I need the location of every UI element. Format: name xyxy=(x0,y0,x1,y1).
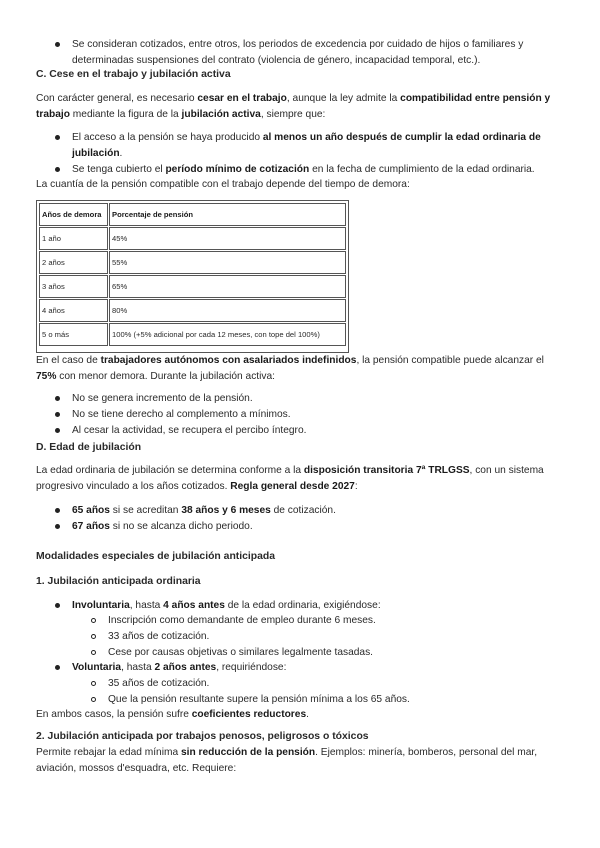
autonomos-bullet: No se tiene derecho al complemento a mínimos. xyxy=(72,407,562,423)
voluntaria-bullet: Voluntaria, hasta 2 años antes, requiriéndose: xyxy=(72,660,562,676)
ambos-casos-paragraph: En ambos casos, la pensión sufre coeficientes reductores. xyxy=(36,709,309,720)
table-row xyxy=(39,299,346,322)
section-c-heading: C. Cese en el trabajo y jubilación activa xyxy=(36,69,231,80)
table-row xyxy=(39,227,346,250)
table-cell: 5 o más xyxy=(39,323,108,346)
section-d-bullet-1: 65 años si se acreditan 38 años y 6 meses de cotización. xyxy=(72,503,562,519)
modalidad-2-heading: 2. Jubilación anticipada por trabajos penosos, peligrosos o tóxicos xyxy=(36,731,369,742)
table-header-row xyxy=(39,203,346,226)
involuntaria-bullet: Involuntaria, hasta 4 años antes de la edad ordinaria, exigiéndose: xyxy=(72,598,562,614)
section-c-bullet-2: Se tenga cubierto el período mínimo de cotización en la fecha de cumplimiento de la edad ordinaria. xyxy=(72,162,562,178)
involuntaria-item: Cese por causas objetivas o similares legalmente tasadas. xyxy=(108,645,558,661)
autonomos-bullet: No se genera incremento de la pensión. xyxy=(72,391,562,407)
involuntaria-item: 33 años de cotización. xyxy=(108,629,558,645)
table-intro: La cuantía de la pensión compatible con el trabajo depende del tiempo de demora: xyxy=(36,179,410,190)
voluntaria-item: Que la pensión resultante supere la pensión mínima a los 65 años. xyxy=(108,692,558,708)
table-cell: 4 años xyxy=(39,299,108,322)
autonomos-bullet: Al cesar la actividad, se recupera el percibo íntegro. xyxy=(72,423,562,439)
table-cell: 80% xyxy=(109,299,346,322)
voluntaria-item: 35 años de cotización. xyxy=(108,676,558,692)
table-cell: 45% xyxy=(109,227,346,250)
section-c-bullet-1: El acceso a la pensión se haya producido al menos un año después de cumplir la edad ordinaria de jubilación. xyxy=(72,130,562,161)
section-d-bullet-2: 67 años si no se alcanza dicho periodo. xyxy=(72,519,562,535)
section-d-heading: D. Edad de jubilación xyxy=(36,442,142,453)
involuntaria-item: Inscripción como demandante de empleo durante 6 meses. xyxy=(108,613,558,629)
table-cell: 55% xyxy=(109,251,346,274)
table-row xyxy=(39,275,346,298)
table-cell: 2 años xyxy=(39,251,108,274)
modalidad-1-heading: 1. Jubilación anticipada ordinaria xyxy=(36,576,201,587)
table-cell: 65% xyxy=(109,275,346,298)
table-header-cell: Años de demora xyxy=(39,203,108,226)
autonomos-paragraph: En el caso de trabajadores autónomos con asalariados indefinidos, la pensión compatible puede alcanzar el 75% con menor demora. Durante la jubilación activa: xyxy=(36,355,544,382)
table-row xyxy=(39,323,346,346)
intro-bullet: Se consideran cotizados, entre otros, los periodos de excedencia por cuidado de hijos o familiares y determinadas suspensiones del contrato (violencia de género, incapacidad temporal, etc.). xyxy=(72,37,562,68)
table-cell: 1 año xyxy=(39,227,108,250)
table-cell: 100% (+5% adicional por cada 12 meses, con tope del 100%) xyxy=(109,323,346,346)
demora-table xyxy=(36,200,349,353)
table-cell: 3 años xyxy=(39,275,108,298)
section-c-paragraph: Con carácter general, es necesario cesar en el trabajo, aunque la ley admite la compatibilidad entre pensión y trabajo mediante la figura de la jubilación activa, siempre que: xyxy=(36,93,551,120)
section-d-paragraph: La edad ordinaria de jubilación se determina conforme a la disposición transitoria 7ª TRLGSS, con un sistema progresivo vinculado a los años cotizados. Regla general desde 2027: xyxy=(36,465,544,492)
modalidades-heading: Modalidades especiales de jubilación anticipada xyxy=(36,551,276,562)
modalidad-2-paragraph: Permite rebajar la edad mínima sin reducción de la pensión. Ejemplos: minería, bomberos, personal del mar, aviación, mossos d'esquadra, etc. Requiere: xyxy=(36,747,538,774)
table-row xyxy=(39,251,346,274)
table-header-cell: Porcentaje de pensión xyxy=(109,203,346,226)
